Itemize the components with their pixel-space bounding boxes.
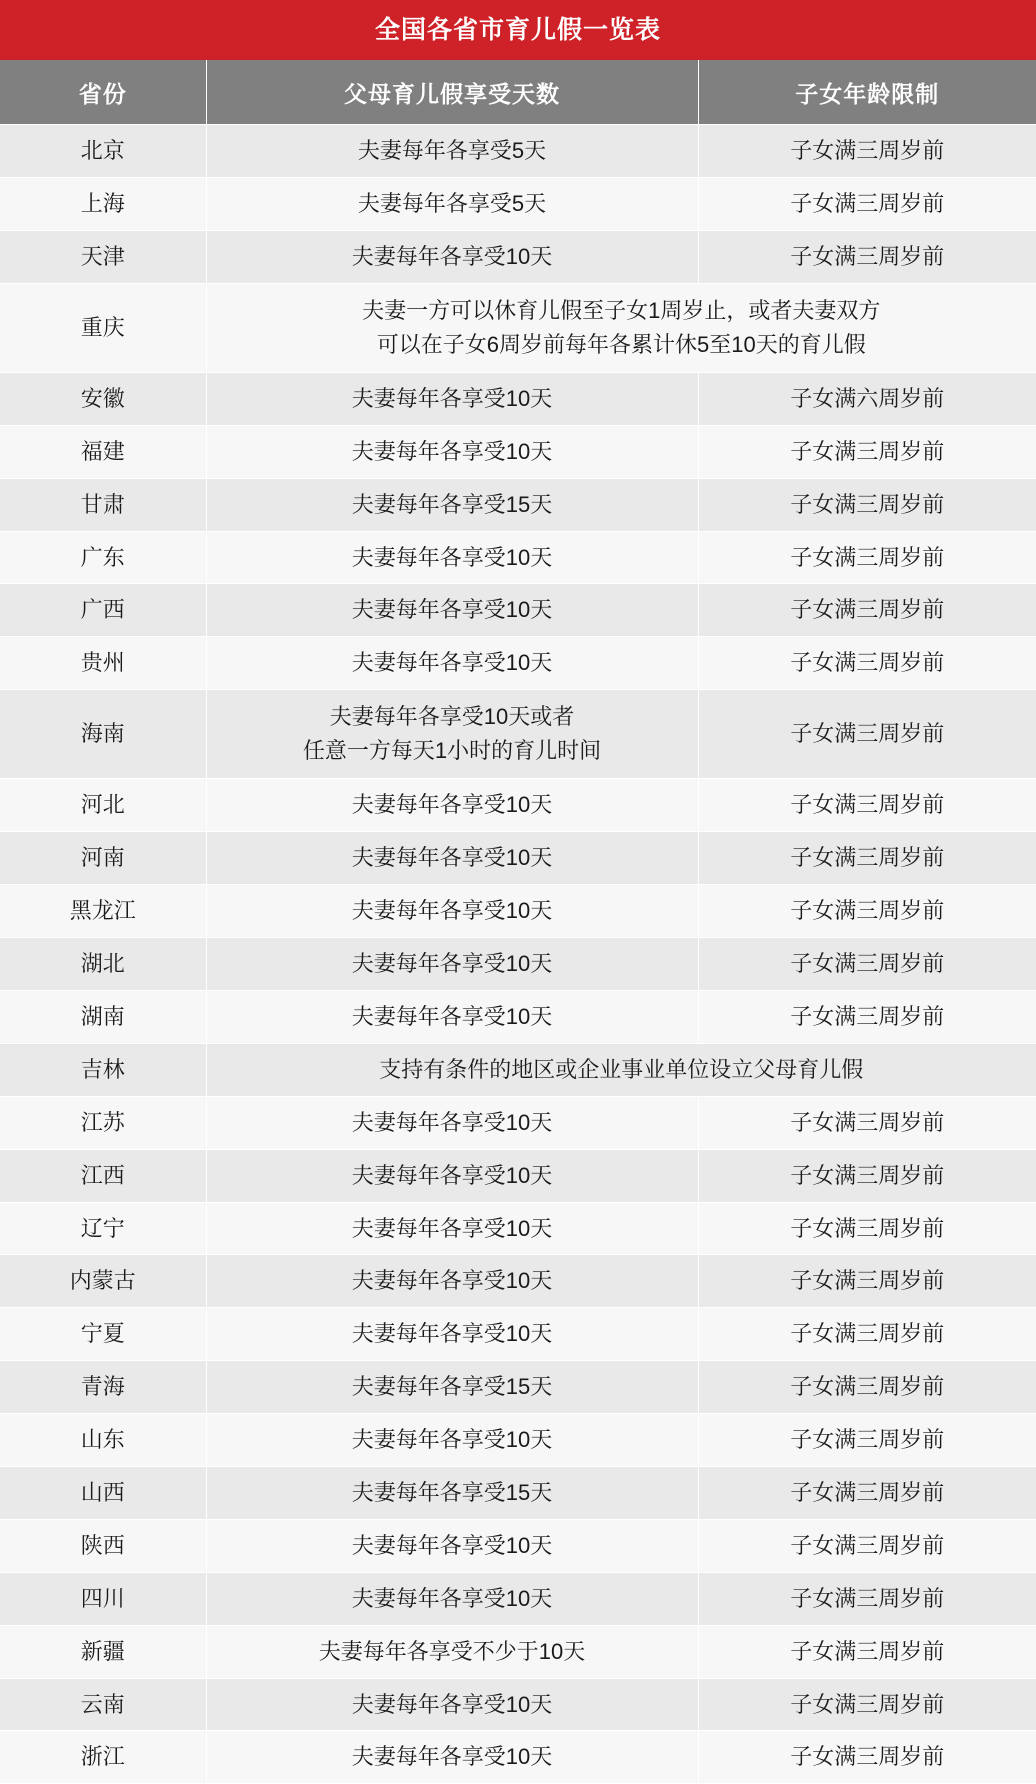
page-title: 全国各省市育儿假一览表 [0, 0, 1036, 60]
table-row [0, 230, 1036, 283]
cell-days: 夫妻每年各享受10天 [206, 1202, 698, 1255]
cell-days: 夫妻每年各享受10天 [206, 1414, 698, 1467]
cell-days: 夫妻每年各享受10天 [206, 425, 698, 478]
cell-days-line: 可以在子女6周岁前每年各累计休5至10天的育儿假 [376, 331, 866, 357]
cell-days: 夫妻每年各享受10天 [206, 1731, 698, 1784]
parental-leave-table [0, 60, 1036, 1784]
cell-days: 夫妻每年各享受10天 [206, 1149, 698, 1202]
cell-province: 宁夏 [0, 1308, 206, 1361]
cell-days: 夫妻每年各享受10天 [206, 1572, 698, 1625]
cell-days-line: 任意一方每天1小时的育儿时间 [302, 738, 602, 764]
table-row [0, 372, 1036, 425]
table-row [0, 1678, 1036, 1731]
cell-province: 福建 [0, 425, 206, 478]
table-row [0, 885, 1036, 938]
cell-days-line: 夫妻一方可以休育儿假至子女1周岁止，或者夫妻双方 [362, 297, 881, 323]
cell-age: 子女满三周岁前 [698, 1308, 1036, 1361]
cell-age: 子女满三周岁前 [698, 1731, 1036, 1784]
cell-province: 广东 [0, 531, 206, 584]
table-row [0, 478, 1036, 531]
cell-age: 子女满三周岁前 [698, 690, 1036, 779]
cell-province: 海南 [0, 690, 206, 779]
cell-age: 子女满三周岁前 [698, 425, 1036, 478]
cell-age: 子女满三周岁前 [698, 1414, 1036, 1467]
cell-age: 子女满三周岁前 [698, 230, 1036, 283]
cell-age: 子女满六周岁前 [698, 372, 1036, 425]
cell-age: 子女满三周岁前 [698, 779, 1036, 832]
cell-age: 子女满三周岁前 [698, 885, 1036, 938]
cell-province: 山西 [0, 1466, 206, 1519]
cell-days: 夫妻每年各享受10天 [206, 1678, 698, 1731]
cell-days: 夫妻每年各享受10天 [206, 584, 698, 637]
cell-province: 新疆 [0, 1625, 206, 1678]
cell-age: 子女满三周岁前 [698, 1625, 1036, 1678]
table-row [0, 1149, 1036, 1202]
cell-province: 北京 [0, 125, 206, 178]
cell-days: 夫妻每年各享受不少于10天 [206, 1625, 698, 1678]
cell-province: 安徽 [0, 372, 206, 425]
cell-age: 子女满三周岁前 [698, 584, 1036, 637]
cell-age: 子女满三周岁前 [698, 1096, 1036, 1149]
column-header-days: 父母育儿假享受天数 [206, 60, 698, 125]
cell-age: 子女满三周岁前 [698, 1678, 1036, 1731]
cell-age: 子女满三周岁前 [698, 990, 1036, 1043]
table-row [0, 938, 1036, 991]
cell-age: 子女满三周岁前 [698, 531, 1036, 584]
cell-province: 辽宁 [0, 1202, 206, 1255]
table-row [0, 1043, 1036, 1096]
cell-days: 支持有条件的地区或企业事业单位设立父母育儿假 [206, 1043, 1036, 1096]
cell-days: 夫妻每年各享受5天 [206, 177, 698, 230]
cell-province: 陕西 [0, 1519, 206, 1572]
table-header [0, 60, 1036, 125]
cell-province: 青海 [0, 1361, 206, 1414]
cell-days: 夫妻每年各享受5天 [206, 125, 698, 178]
cell-province: 重庆 [0, 283, 206, 372]
cell-days: 夫妻每年各享受15天 [206, 1466, 698, 1519]
cell-days: 夫妻每年各享受10天 [206, 1255, 698, 1308]
table-row [0, 1202, 1036, 1255]
cell-days: 夫妻每年各享受10天 [206, 938, 698, 991]
cell-province: 贵州 [0, 637, 206, 690]
cell-days: 夫妻每年各享受10天 [206, 1096, 698, 1149]
cell-days: 夫妻每年各享受10天 [206, 531, 698, 584]
cell-days: 夫妻每年各享受10天 [206, 990, 698, 1043]
table-row [0, 690, 1036, 779]
cell-days: 夫妻每年各享受10天 [206, 1519, 698, 1572]
table-row [0, 531, 1036, 584]
table-row [0, 177, 1036, 230]
table-row [0, 425, 1036, 478]
cell-age: 子女满三周岁前 [698, 125, 1036, 178]
cell-age: 子女满三周岁前 [698, 177, 1036, 230]
cell-days: 夫妻每年各享受15天 [206, 1361, 698, 1414]
cell-days [206, 690, 698, 779]
table-row [0, 1572, 1036, 1625]
cell-age: 子女满三周岁前 [698, 1466, 1036, 1519]
table-row [0, 1361, 1036, 1414]
cell-age: 子女满三周岁前 [698, 1202, 1036, 1255]
cell-province: 湖南 [0, 990, 206, 1043]
table-row [0, 990, 1036, 1043]
table-row [0, 1731, 1036, 1784]
cell-days: 夫妻每年各享受10天 [206, 230, 698, 283]
table-row [0, 584, 1036, 637]
cell-age: 子女满三周岁前 [698, 637, 1036, 690]
cell-province: 四川 [0, 1572, 206, 1625]
cell-province: 甘肃 [0, 478, 206, 531]
cell-province: 广西 [0, 584, 206, 637]
column-header-age: 子女年龄限制 [698, 60, 1036, 125]
cell-days-line: 夫妻每年各享受10天或者 [329, 704, 575, 730]
cell-province: 湖北 [0, 938, 206, 991]
table-row [0, 832, 1036, 885]
cell-age: 子女满三周岁前 [698, 938, 1036, 991]
cell-province: 浙江 [0, 1731, 206, 1784]
column-header-province: 省份 [0, 60, 206, 125]
cell-age: 子女满三周岁前 [698, 1519, 1036, 1572]
cell-province: 河北 [0, 779, 206, 832]
cell-days: 夫妻每年各享受10天 [206, 885, 698, 938]
table-row [0, 1096, 1036, 1149]
table-row [0, 1466, 1036, 1519]
cell-province: 河南 [0, 832, 206, 885]
cell-days: 夫妻每年各享受10天 [206, 1308, 698, 1361]
cell-days: 夫妻每年各享受10天 [206, 637, 698, 690]
cell-days: 夫妻每年各享受10天 [206, 779, 698, 832]
cell-age: 子女满三周岁前 [698, 832, 1036, 885]
cell-age: 子女满三周岁前 [698, 1361, 1036, 1414]
table-row [0, 283, 1036, 372]
table-body [0, 125, 1036, 1784]
cell-age: 子女满三周岁前 [698, 478, 1036, 531]
cell-days [206, 283, 1036, 372]
cell-age: 子女满三周岁前 [698, 1572, 1036, 1625]
cell-province: 吉林 [0, 1043, 206, 1096]
cell-age: 子女满三周岁前 [698, 1149, 1036, 1202]
table-row [0, 1625, 1036, 1678]
cell-province: 山东 [0, 1414, 206, 1467]
table-row [0, 1308, 1036, 1361]
cell-days: 夫妻每年各享受10天 [206, 832, 698, 885]
table-row [0, 1255, 1036, 1308]
cell-province: 内蒙古 [0, 1255, 206, 1308]
table-row [0, 779, 1036, 832]
table-row [0, 1414, 1036, 1467]
cell-province: 江苏 [0, 1096, 206, 1149]
table-row [0, 1519, 1036, 1572]
table-header-row [0, 60, 1036, 125]
cell-age: 子女满三周岁前 [698, 1255, 1036, 1308]
cell-province: 云南 [0, 1678, 206, 1731]
cell-days: 夫妻每年各享受15天 [206, 478, 698, 531]
cell-province: 上海 [0, 177, 206, 230]
cell-province: 天津 [0, 230, 206, 283]
cell-days: 夫妻每年各享受10天 [206, 372, 698, 425]
table-row [0, 637, 1036, 690]
cell-province: 江西 [0, 1149, 206, 1202]
cell-province: 黑龙江 [0, 885, 206, 938]
table-row [0, 125, 1036, 178]
